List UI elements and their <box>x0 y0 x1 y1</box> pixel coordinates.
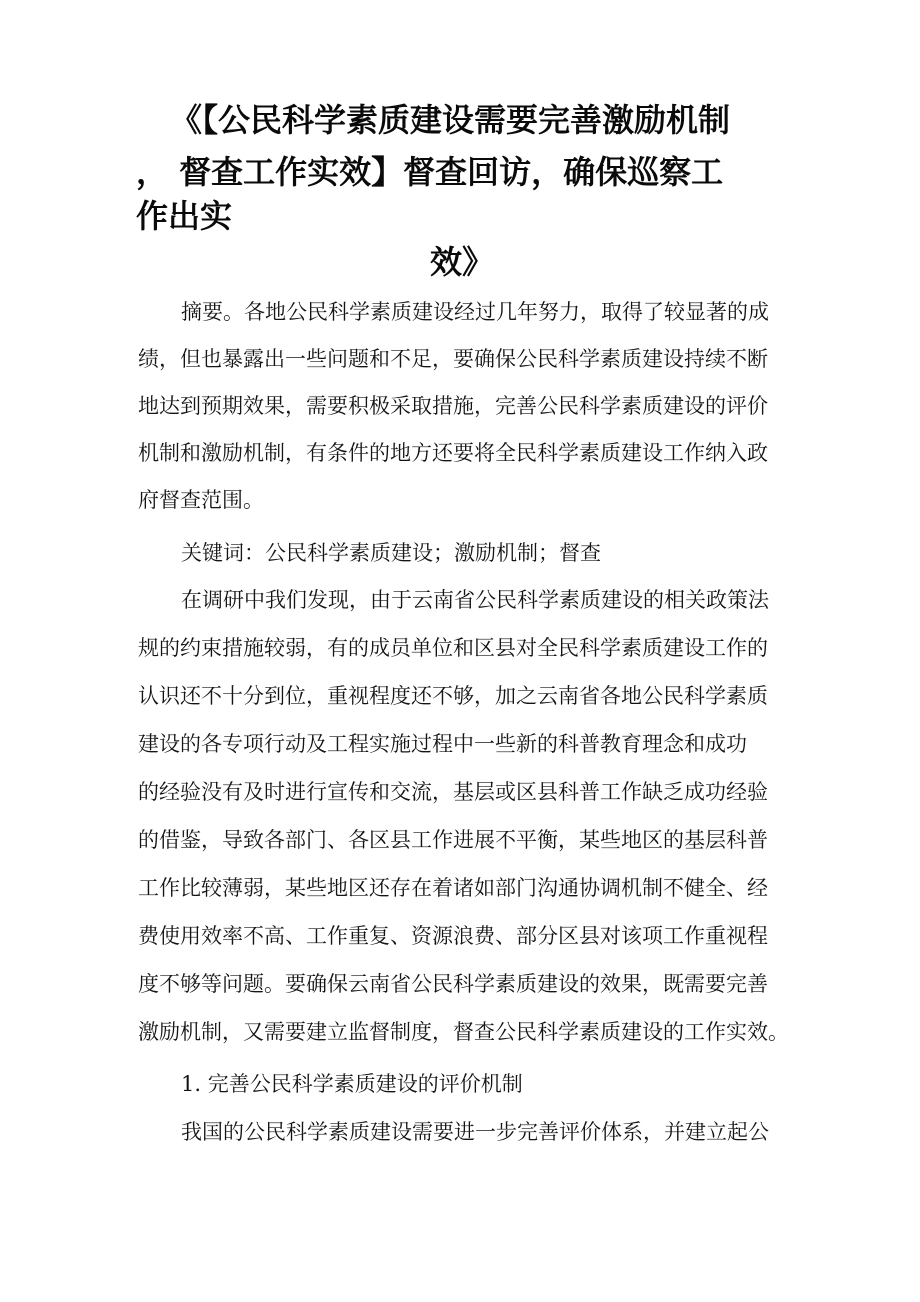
body-line: 建设的各专项行动及工程实施过程中一些新的科普教育理念和成功 <box>138 732 747 756</box>
section-heading: 1. 完善公民科学素质建设的评价机制 <box>181 1072 523 1096</box>
body-line: 认识还不十分到位，重视程度还不够，加之云南省各地公民科学素质 <box>138 684 768 708</box>
body-line: 激励机制，又需要建立监督制度，督查公民科学素质建设的工作实效。 <box>138 1020 789 1044</box>
keywords-line: 关键词：公民科学素质建设；激励机制；督查 <box>181 541 601 565</box>
title-line-4: 效》 <box>430 243 495 281</box>
body-line: 的借鉴，导致各部门、各区县工作进展不平衡，某些地区的基层科普 <box>138 828 768 852</box>
title-line-3: 作出实 <box>136 197 233 235</box>
body-line: 规的约束措施较弱，有的成员单位和区县对全民科学素质建设工作的 <box>138 636 768 660</box>
body-line: 工作比较薄弱，某些地区还存在着诸如部门沟通协调机制不健全、经 <box>138 876 768 900</box>
abstract-line: 绩，但也暴露出一些问题和不足，要确保公民科学素质建设持续不断 <box>138 347 768 371</box>
body-line: 的经验没有及时进行宣传和交流，基层或区县科普工作缺乏成功经验 <box>138 780 768 804</box>
body-line: 度不够等问题。要确保云南省公民科学素质建设的效果，既需要完善 <box>138 972 768 996</box>
abstract-line: 地达到预期效果，需要积极采取措施，完善公民科学素质建设的评价 <box>138 394 768 418</box>
body-line: 我国的公民科学素质建设需要进一步完善评价体系，并建立起公 <box>181 1120 769 1144</box>
body-line: 在调研中我们发现，由于云南省公民科学素质建设的相关政策法 <box>181 588 769 612</box>
abstract-line: 府督查范围。 <box>138 488 264 512</box>
title-line-1: 《【公民科学素质建设需要完善激励机制 <box>170 101 731 139</box>
abstract-line: 摘要。各地公民科学素质建设经过几年努力，取得了较显著的成 <box>181 300 769 324</box>
abstract-line: 机制和激励机制，有条件的地方还要将全民科学素质建设工作纳入政 <box>138 441 768 465</box>
body-line: 费使用效率不高、工作重复、资源浪费、部分区县对该项工作重视程 <box>138 924 768 948</box>
title-line-2: ， 督查工作实效】督查回访，确保巡察工 <box>136 153 724 191</box>
